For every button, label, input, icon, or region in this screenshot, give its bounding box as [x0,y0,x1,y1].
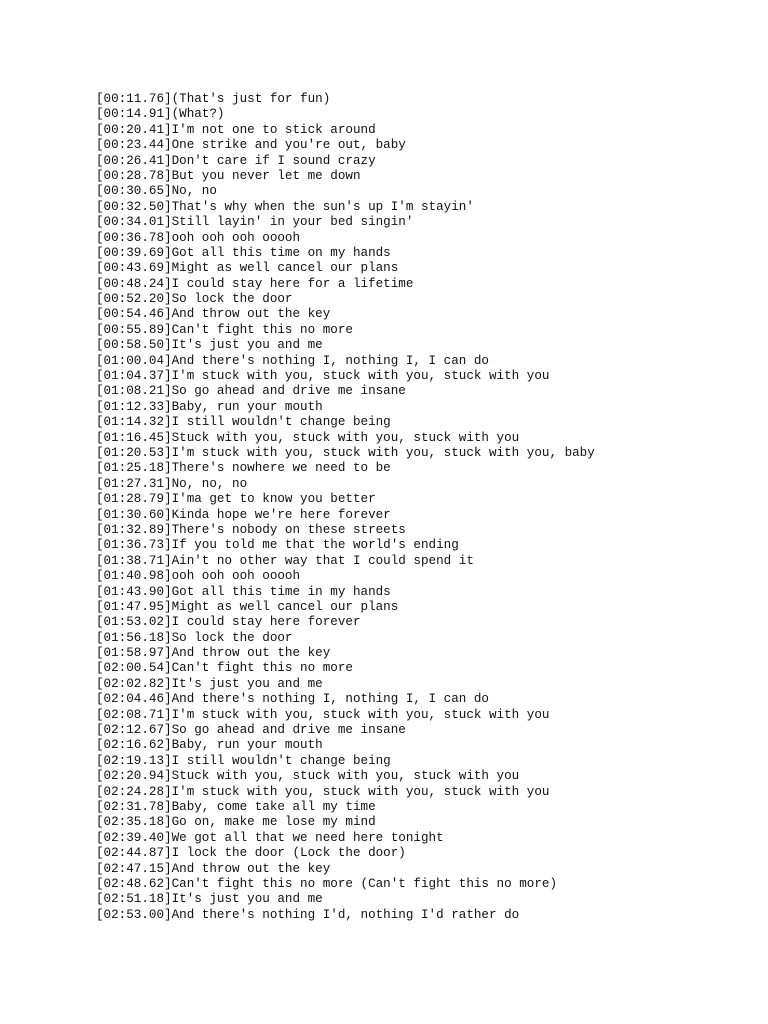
lyric-line: [01:14.32]I still wouldn't change being [96,415,391,430]
lyric-line: [01:53.02]I could stay here forever [96,615,361,630]
lyric-line: [01:28.79]I'ma get to know you better [96,492,376,507]
lyric-line: [01:12.33]Baby, run your mouth [96,399,323,414]
lyric-line: [02:47.15]And throw out the key [96,861,331,876]
lyric-line: [01:56.18]So lock the door [96,630,293,645]
lyric-line: [02:53.00]And there's nothing I'd, nothing I'd rather do [96,907,520,922]
lyric-line: [02:04.46]And there's nothing I, nothing I, I can do [96,692,489,707]
lyric-line: [01:00.04]And there's nothing I, nothing I, I can do [96,353,489,368]
lyric-line: [00:34.01]Still layin' in your bed singin' [96,215,414,230]
lyric-line: [00:26.41]Don't care if I sound crazy [96,153,376,168]
lyric-line: [00:54.46]And throw out the key [96,307,331,322]
lyric-line: [02:48.62]Can't fight this no more (Can't fight this no more) [96,876,558,891]
lyric-line: [00:20.41]I'm not one to stick around [96,122,376,137]
lyric-line: [01:04.37]I'm stuck with you, stuck with you, stuck with you [96,369,550,384]
lyric-line: [01:30.60]Kinda hope we're here forever [96,507,391,522]
lyric-line: [02:35.18]Go on, make me lose my mind [96,815,376,830]
lyric-line: [01:20.53]I'm stuck with you, stuck with you, stuck with you, baby [96,445,595,460]
lyric-line: [00:36.78]ooh ooh ooh ooooh [96,230,301,245]
lyric-line: [00:11.76](That's just for fun) [96,92,331,106]
lyric-line: [02:16.62]Baby, run your mouth [96,738,323,753]
lyric-line: [01:16.45]Stuck with you, stuck with you, stuck with you [96,430,520,445]
lyric-line: [00:32.50]That's why when the sun's up I'm stayin' [96,199,474,214]
lyric-line: [02:20.94]Stuck with you, stuck with you, stuck with you [96,769,520,784]
lyric-line: [01:38.71]Ain't no other way that I could spend it [96,553,474,568]
lyric-line: [02:00.54]Can't fight this no more [96,661,353,676]
lyric-line: [02:24.28]I'm stuck with you, stuck with you, stuck with you [96,784,550,799]
lyrics-list [96,92,595,923]
lyric-line: [01:32.89]There's nobody on these streets [96,522,406,537]
lyric-line: [01:27.31]No, no, no [96,476,248,491]
lyric-line: [02:19.13]I still wouldn't change being [96,753,391,768]
lyric-line: [02:31.78]Baby, come take all my time [96,799,376,814]
lyric-line: [00:28.78]But you never let me down [96,168,361,183]
lyric-line: [00:30.65]No, no [96,184,217,199]
lyric-line: [01:36.73]If you told me that the world's ending [96,538,459,553]
lyric-line: [01:25.18]There's nowhere we need to be [96,461,391,476]
lyric-line: [02:44.87]I lock the door (Lock the door) [96,846,406,861]
lyric-line: [02:12.67]So go ahead and drive me insane [96,723,406,738]
lyric-line: [00:58.50]It's just you and me [96,338,323,353]
lyric-line: [02:39.40]We got all that we need here tonight [96,830,444,845]
lyric-line: [00:23.44]One strike and you're out, baby [96,138,406,153]
lyric-line: [00:48.24]I could stay here for a lifetime [96,276,414,291]
lyric-line: [01:47.95]Might as well cancel our plans [96,599,399,614]
lyric-line: [00:39.69]Got all this time on my hands [96,245,391,260]
lyric-line: [00:55.89]Can't fight this no more [96,322,353,337]
lyric-line: [01:08.21]So go ahead and drive me insane [96,384,406,399]
lyric-line: [01:40.98]ooh ooh ooh ooooh [96,569,301,584]
lyric-line: [00:14.91](What?) [96,107,225,122]
lyric-line: [00:52.20]So lock the door [96,292,293,307]
lyric-line: [01:58.97]And throw out the key [96,646,331,661]
lyric-line: [01:43.90]Got all this time in my hands [96,584,391,599]
lyric-line: [02:51.18]It's just you and me [96,892,323,907]
lyric-line: [00:43.69]Might as well cancel our plans [96,261,399,276]
lyric-line: [02:08.71]I'm stuck with you, stuck with you, stuck with you [96,707,550,722]
lyric-line: [02:02.82]It's just you and me [96,676,323,691]
